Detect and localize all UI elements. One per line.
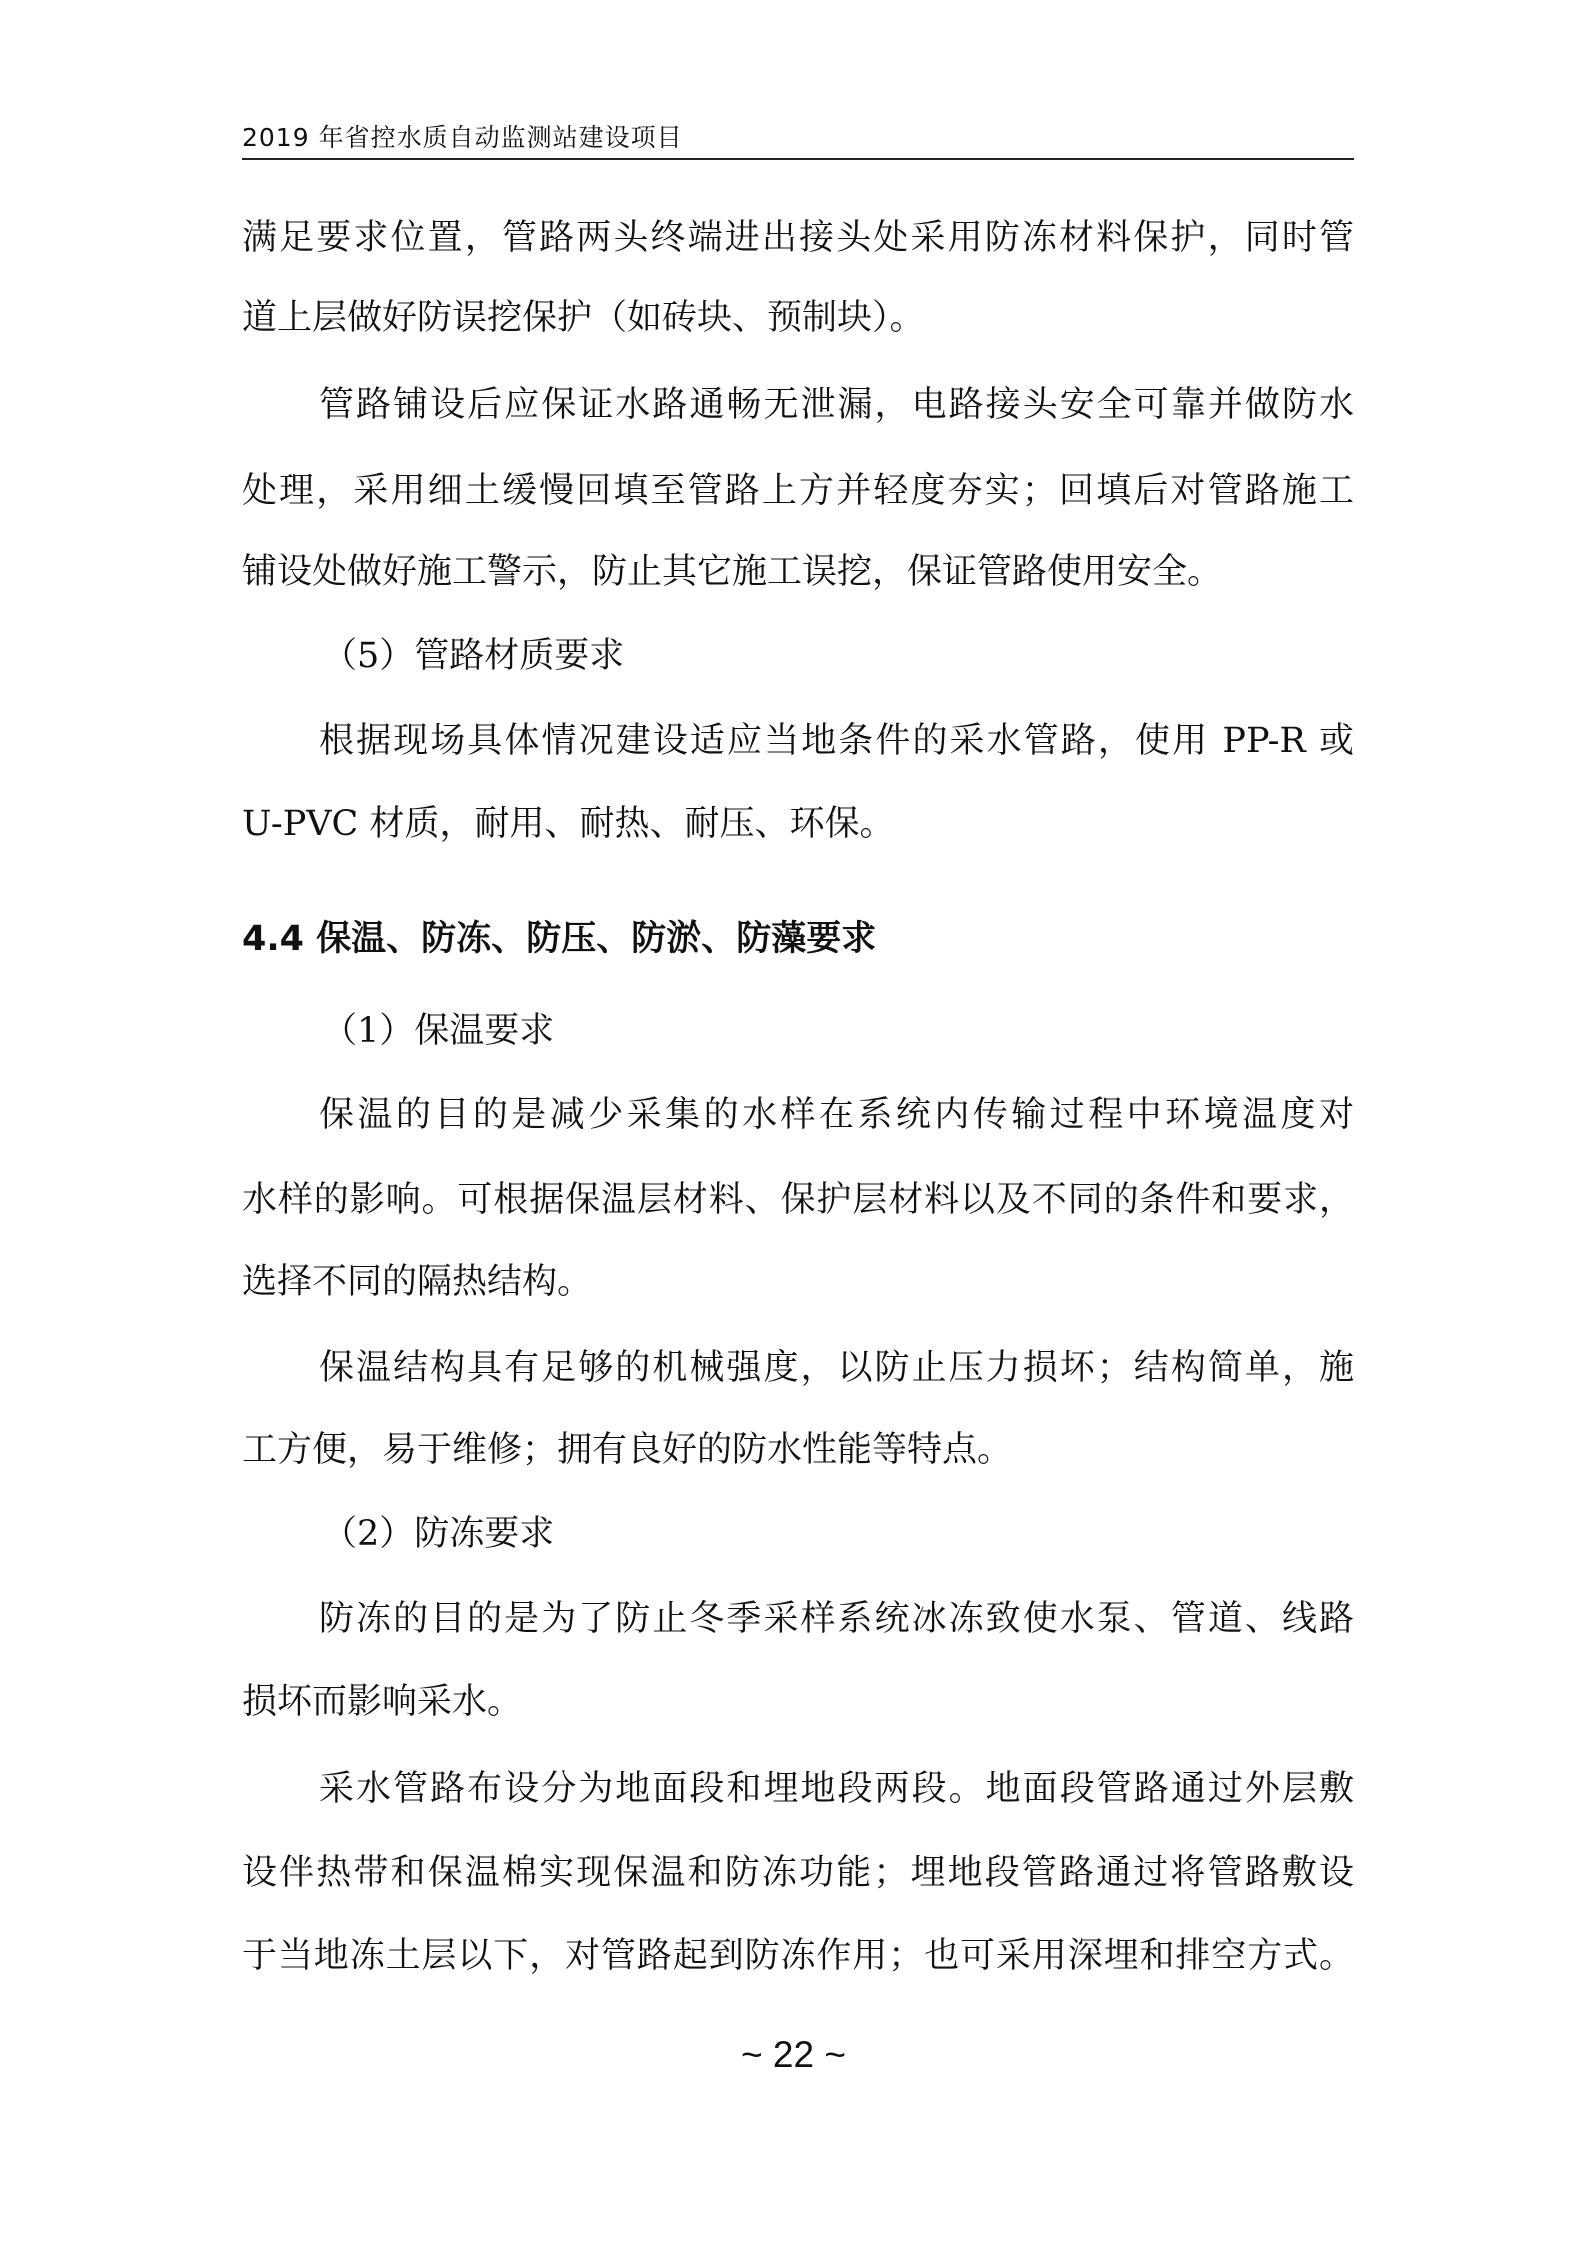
body-line: 水样的影响。可根据保温层材料、保护层材料以及不同的条件和要求， xyxy=(242,1180,1354,1220)
body-line: 防冻的目的是为了防止冬季采样系统冰冻致使水泵、管道、线路 xyxy=(319,1599,1354,1639)
section-heading: 4.4 保温、防冻、防压、防淤、防藻要求 xyxy=(242,919,877,959)
body-line: 工方便，易于维修；拥有良好的防水性能等特点。 xyxy=(242,1430,1013,1470)
subsection-heading: （2）防冻要求 xyxy=(322,1514,555,1554)
body-line: 铺设处做好施工警示，防止其它施工误挖，保证管路使用安全。 xyxy=(242,552,1223,592)
page-number: ~ 22 ~ xyxy=(741,2034,846,2075)
body-line: U-PVC 材质，耐用、耐热、耐压、环保。 xyxy=(242,804,895,844)
body-line: 处理，采用细土缓慢回填至管路上方并轻度夯实；回填后对管路施工 xyxy=(242,471,1354,511)
body-line: 采水管路布设分为地面段和埋地段两段。地面段管路通过外层敷 xyxy=(319,1769,1354,1809)
subsection-heading: （1）保温要求 xyxy=(322,1011,555,1051)
body-line: 选择不同的隔热结构。 xyxy=(242,1262,593,1302)
body-line: 保温的目的是减少采集的水样在系统内传输过程中环境温度对 xyxy=(319,1095,1354,1135)
body-line: 道上层做好防误挖保护（如砖块、预制块）。 xyxy=(242,298,925,338)
body-line: 于当地冻土层以下，对管路起到防冻作用；也可采用深埋和排空方式。 xyxy=(242,1936,1354,1976)
body-line: 损坏而影响采水。 xyxy=(242,1682,523,1722)
body-line: 满足要求位置，管路两头终端进出接头处采用防冻材料保护，同时管 xyxy=(242,218,1354,258)
header-divider xyxy=(242,158,1354,160)
running-header: 2019 年省控水质自动监测站建设项目 xyxy=(242,123,683,152)
subsection-heading: （5）管路材质要求 xyxy=(322,636,625,676)
body-line: 设伴热带和保温棉实现保温和防冻功能；埋地段管路通过将管路敷设 xyxy=(242,1853,1354,1893)
body-line: 保温结构具有足够的机械强度，以防止压力损坏；结构简单，施 xyxy=(319,1348,1354,1388)
body-line: 管路铺设后应保证水路通畅无泄漏，电路接头安全可靠并做防水 xyxy=(319,385,1354,425)
body-line: 根据现场具体情况建设适应当地条件的采水管路，使用 PP-R 或 xyxy=(319,721,1354,761)
